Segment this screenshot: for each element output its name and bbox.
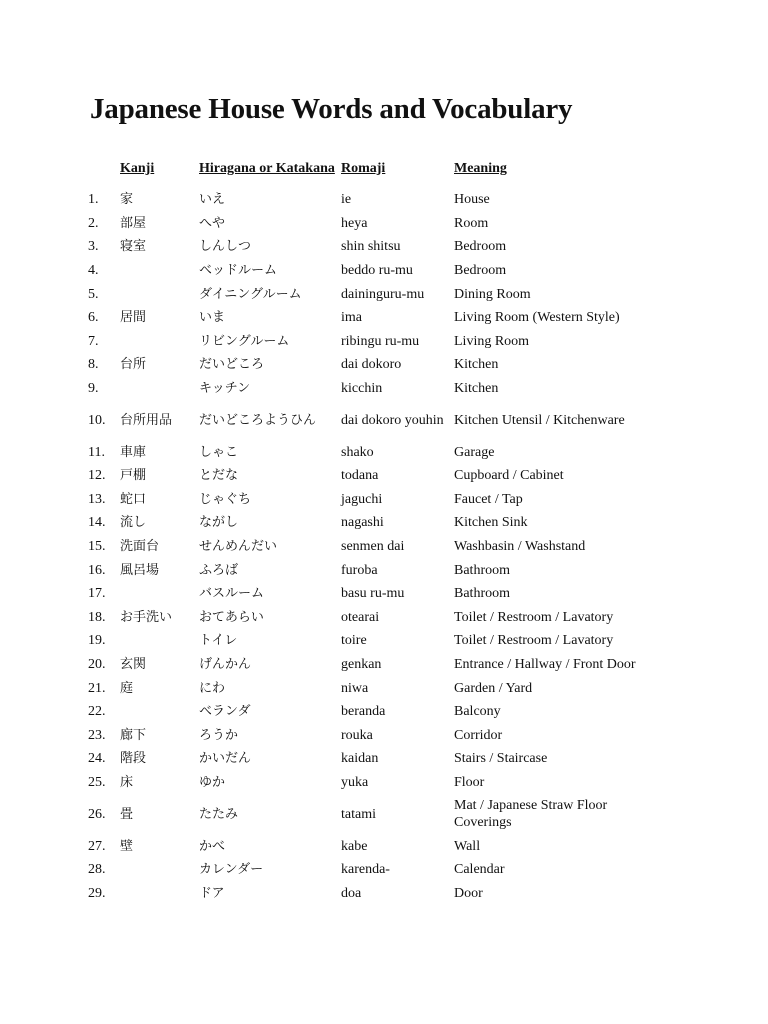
romaji-cell: yuka	[341, 774, 369, 790]
meaning-cell: Floor	[454, 774, 485, 790]
kana-cell: キッチン	[199, 381, 251, 397]
row-number: 29.	[88, 885, 106, 901]
meaning-cell: Wall	[454, 838, 481, 854]
romaji-cell: otearai	[341, 609, 380, 625]
table-row	[88, 259, 654, 283]
table-row	[88, 676, 654, 700]
table-row	[88, 747, 654, 771]
meaning-cell: Living Room (Western Style)	[454, 310, 620, 326]
kana-cell: だいどころ	[199, 357, 265, 373]
meaning-cell: Faucet / Tap	[454, 491, 523, 507]
table-row	[88, 306, 654, 330]
kana-cell: かいだん	[199, 751, 252, 767]
romaji-cell: furoba	[341, 562, 378, 578]
meaning-cell: Garage	[454, 444, 495, 460]
meaning-cell: Cupboard / Cabinet	[454, 468, 564, 484]
kanji-cell: お手洗い	[120, 609, 173, 625]
table-row	[88, 582, 654, 606]
vocabulary-table	[88, 148, 654, 905]
kanji-cell: 流し	[120, 515, 147, 531]
table-row	[88, 723, 654, 747]
table-row	[88, 881, 654, 905]
kana-cell: トイレ	[199, 633, 238, 649]
romaji-cell: rouka	[341, 727, 373, 743]
page-title: Japanese House Words and Vocabulary	[90, 93, 573, 125]
row-number: 3.	[88, 239, 99, 255]
kana-cell: バスルーム	[199, 586, 265, 602]
kanji-cell: 玄関	[120, 656, 147, 672]
kanji-cell: 風呂場	[120, 562, 160, 578]
table-row	[88, 771, 654, 795]
romaji-cell: senmen dai	[341, 539, 405, 555]
kanji-cell: 壁	[120, 838, 134, 854]
kana-cell: たたみ	[199, 806, 239, 822]
row-number: 26.	[88, 806, 106, 822]
kanji-cell: 居間	[120, 310, 147, 326]
row-number: 4.	[88, 263, 99, 279]
kana-cell: リビングルーム	[199, 333, 290, 349]
romaji-cell: daininguru-mu	[341, 286, 425, 302]
romaji-cell: jaguchi	[341, 491, 383, 507]
meaning-cell: Kitchen Sink	[454, 515, 528, 531]
meaning-cell: Calendar	[454, 862, 505, 878]
row-number: 9.	[88, 381, 99, 397]
kana-cell: ベッドルーム	[199, 263, 278, 279]
row-number: 15.	[88, 539, 106, 555]
romaji-cell: kicchin	[341, 381, 383, 397]
table-row	[88, 235, 654, 259]
kanji-cell: 畳	[120, 806, 134, 822]
header-kanji: Kanji	[120, 160, 155, 176]
table-row	[88, 330, 654, 354]
table-row	[88, 653, 654, 677]
meaning-cell: Corridor	[454, 727, 503, 743]
meaning-cell: Dining Room	[454, 286, 531, 302]
romaji-cell: shin shitsu	[341, 239, 401, 255]
meaning-cell: Garden / Yard	[454, 680, 533, 696]
kanji-cell	[120, 259, 199, 283]
table-row	[88, 834, 654, 858]
kanji-cell: 寝室	[120, 239, 147, 255]
meaning-cell: Door	[454, 885, 483, 901]
header-kana: Hiragana or Katakana	[199, 160, 335, 176]
kanji-cell	[120, 858, 199, 882]
header-number	[88, 148, 120, 188]
row-number: 24.	[88, 751, 106, 767]
romaji-cell: kaidan	[341, 751, 379, 767]
romaji-cell: genkan	[341, 656, 382, 672]
meaning-cell: Washbasin / Washstand	[454, 539, 586, 555]
row-number: 20.	[88, 656, 106, 672]
romaji-cell: tatami	[341, 806, 376, 822]
kanji-cell	[120, 881, 199, 905]
romaji-cell: niwa	[341, 680, 369, 696]
row-number: 2.	[88, 215, 99, 231]
row-number: 11.	[88, 444, 105, 460]
table-row	[88, 353, 654, 377]
table-row	[88, 535, 654, 559]
romaji-cell: ima	[341, 310, 362, 326]
meaning-cell: Bedroom	[454, 239, 507, 255]
romaji-cell: toire	[341, 633, 367, 649]
row-number: 17.	[88, 586, 106, 602]
kana-cell: おてあらい	[199, 609, 264, 625]
kanji-cell: 家	[120, 192, 134, 208]
kana-cell: しんしつ	[199, 239, 252, 255]
table-row	[88, 700, 654, 724]
romaji-cell: dai dokoro youhin	[341, 412, 444, 428]
kana-cell: かべ	[199, 838, 226, 854]
romaji-cell: ribingu ru-mu	[341, 333, 420, 349]
row-number: 27.	[88, 838, 106, 854]
kana-cell: ドア	[199, 885, 225, 901]
romaji-cell: nagashi	[341, 515, 384, 531]
kanji-cell	[120, 582, 199, 606]
table-row	[88, 282, 654, 306]
meaning-cell: Bathroom	[454, 562, 510, 578]
meaning-cell: Kitchen Utensil / Kitchenware	[454, 412, 625, 428]
table-row	[88, 511, 654, 535]
kanji-cell: 戸棚	[120, 468, 147, 484]
row-number: 23.	[88, 727, 106, 743]
kanji-cell: 階段	[120, 751, 147, 767]
row-number: 5.	[88, 286, 99, 302]
row-number: 6.	[88, 310, 99, 326]
header-meaning: Meaning	[454, 160, 507, 176]
table-header-row	[88, 148, 654, 188]
kanji-cell: 床	[120, 774, 134, 790]
table-row	[88, 606, 654, 630]
meaning-cell: Toilet / Restroom / Lavatory	[454, 609, 614, 625]
meaning-cell: Bedroom	[454, 263, 507, 279]
meaning-cell: Entrance / Hallway / Front Door	[454, 656, 636, 672]
row-number: 8.	[88, 357, 99, 373]
kana-cell: しゃこ	[199, 444, 239, 460]
kanji-cell: 台所用品	[120, 412, 173, 428]
table-row	[88, 629, 654, 653]
meaning-cell: Bathroom	[454, 586, 510, 602]
table-row	[88, 558, 654, 582]
kana-cell: とだな	[199, 468, 239, 484]
kana-cell: いま	[199, 310, 226, 326]
kana-cell: ベランダ	[199, 704, 251, 720]
table-row	[88, 188, 654, 212]
table-row	[88, 377, 654, 401]
kana-cell: ふろば	[199, 562, 239, 578]
row-number: 22.	[88, 704, 106, 720]
meaning-cell: House	[454, 192, 490, 208]
header-romaji: Romaji	[341, 160, 386, 176]
row-number: 28.	[88, 862, 106, 878]
kanji-cell: 台所	[120, 357, 147, 373]
table-row	[88, 440, 654, 464]
kana-cell: ろうか	[199, 727, 239, 743]
kana-cell: ダイニングルーム	[199, 286, 302, 302]
kana-cell: だいどころようひん	[199, 412, 317, 428]
romaji-cell: karenda-	[341, 862, 390, 878]
romaji-cell: heya	[341, 215, 368, 231]
kanji-cell	[120, 629, 199, 653]
kanji-cell	[120, 377, 199, 401]
row-number: 25.	[88, 774, 106, 790]
row-number: 13.	[88, 491, 106, 507]
romaji-cell: kabe	[341, 838, 368, 854]
kanji-cell: 車庫	[120, 444, 147, 460]
kana-cell: にわ	[199, 680, 226, 696]
romaji-cell: basu ru-mu	[341, 586, 405, 602]
table-row	[88, 212, 654, 236]
row-number: 7.	[88, 333, 99, 349]
row-number: 14.	[88, 515, 106, 531]
meaning-cell: Kitchen	[454, 381, 499, 397]
meaning-cell: Living Room	[454, 333, 530, 349]
row-number: 19.	[88, 633, 106, 649]
kanji-cell	[120, 700, 199, 724]
table-row	[88, 858, 654, 882]
meaning-cell: Stairs / Staircase	[454, 751, 548, 767]
meaning-cell: Kitchen	[454, 357, 499, 373]
meaning-cell: Balcony	[454, 704, 501, 720]
romaji-cell: todana	[341, 468, 379, 484]
table-row	[88, 488, 654, 512]
romaji-cell: ie	[341, 192, 352, 208]
romaji-cell: dai dokoro	[341, 357, 402, 373]
table-row	[88, 400, 654, 440]
meaning-cell: Mat / Japanese Straw Floor Coverings	[454, 798, 608, 831]
kana-cell: じゃぐち	[199, 491, 252, 507]
meaning-cell: Toilet / Restroom / Lavatory	[454, 633, 614, 649]
row-number: 21.	[88, 680, 106, 696]
kanji-cell	[120, 282, 199, 306]
kanji-cell: 蛇口	[120, 491, 147, 507]
row-number: 10.	[88, 412, 106, 428]
kana-cell: せんめんだい	[199, 539, 278, 555]
meaning-cell: Room	[454, 215, 489, 231]
kanji-cell: 廊下	[120, 727, 147, 743]
kanji-cell	[120, 330, 199, 354]
kana-cell: ゆか	[199, 774, 226, 790]
kana-cell: いえ	[199, 192, 226, 208]
romaji-cell: doa	[341, 885, 362, 901]
table-row	[88, 794, 654, 834]
row-number: 12.	[88, 468, 106, 484]
row-number: 18.	[88, 609, 106, 625]
kana-cell: カレンダー	[199, 862, 264, 878]
kanji-cell: 部屋	[120, 215, 147, 231]
row-number: 1.	[88, 192, 99, 208]
row-number: 16.	[88, 562, 106, 578]
kanji-cell: 洗面台	[120, 539, 160, 555]
romaji-cell: beranda	[341, 704, 386, 720]
table-row	[88, 464, 654, 488]
romaji-cell: beddo ru-mu	[341, 263, 413, 279]
kana-cell: ながし	[199, 515, 239, 531]
romaji-cell: shako	[341, 444, 374, 460]
kana-cell: げんかん	[199, 656, 252, 672]
kana-cell: へや	[199, 215, 226, 231]
kanji-cell: 庭	[120, 680, 134, 696]
